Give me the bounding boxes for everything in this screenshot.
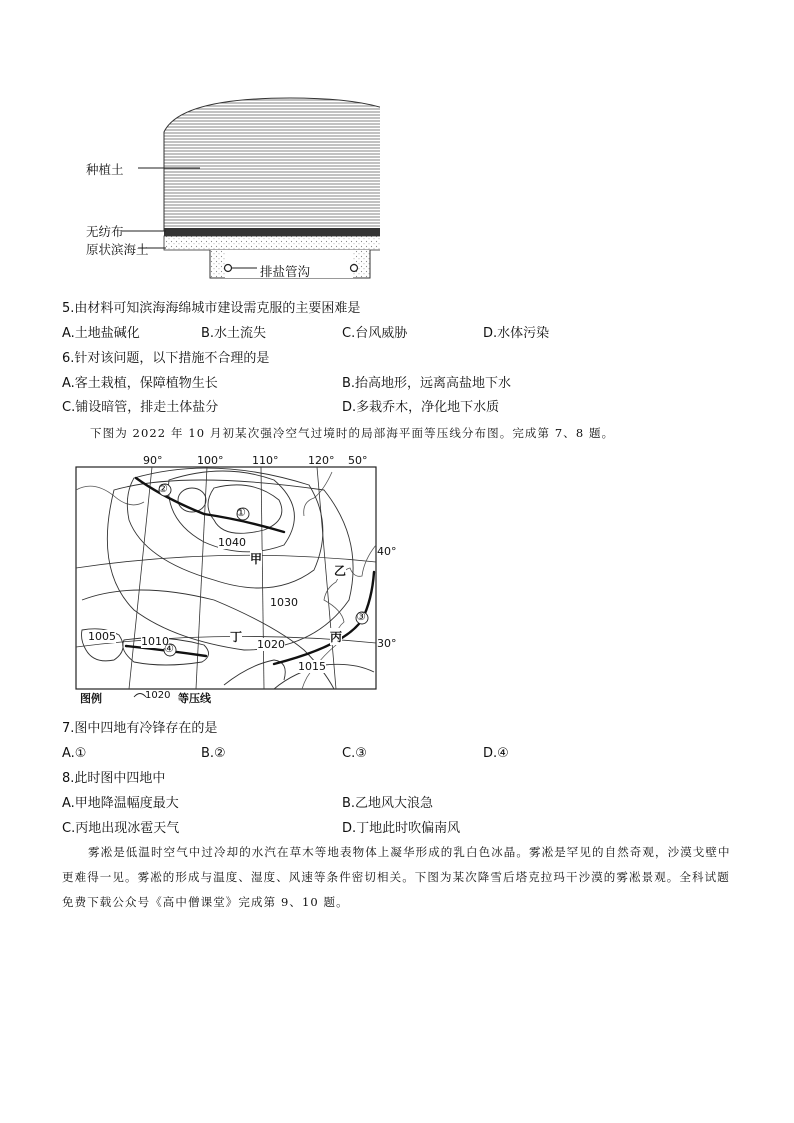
q6-option-b[interactable]: B.抬高地形，远离高盐地下水 [342, 376, 512, 391]
q7-option-c[interactable]: C.③ [342, 746, 367, 761]
legend-label: 等压线 [178, 692, 211, 705]
q6-option-a[interactable]: A.客土栽植，保障植物生长 [62, 376, 218, 391]
label-drain: 排盐管沟 [260, 264, 311, 279]
isobar-1010: 1010 [141, 635, 169, 648]
q8-option-a[interactable]: A.甲地降温幅度最大 [62, 796, 179, 811]
marker-3: ③ [356, 610, 366, 623]
marker-2: ② [158, 482, 168, 495]
isobar-map [74, 450, 384, 715]
geotextile-layer [164, 228, 380, 236]
isobar-1030: 1030 [270, 596, 298, 609]
q7-option-b[interactable]: B.② [201, 746, 226, 761]
label-native-soil: 原状滨海土 [86, 242, 149, 257]
place-ding: 丁 [230, 630, 243, 644]
legend-sample-value: 1020 [145, 690, 171, 701]
q7-option-a[interactable]: A.① [62, 746, 87, 761]
q5-option-b[interactable]: B.水土流失 [201, 326, 267, 341]
q6-option-d[interactable]: D.多栽乔木，净化地下水质 [342, 400, 500, 415]
lon-110: 110° [252, 454, 279, 467]
lon-100: 100° [197, 454, 224, 467]
label-geotextile: 无纺布 [86, 224, 124, 239]
place-bing: 丙 [330, 630, 343, 644]
map-frame [76, 467, 376, 689]
isobar-1020: 1020 [257, 638, 285, 651]
marker-1: ① [236, 506, 246, 519]
q6-stem: 6.针对该问题，以下措施不合理的是 [62, 351, 270, 366]
q7-option-d[interactable]: D.④ [483, 746, 509, 761]
intro-q7-q8: 下图为 2022 年 10 月初某次强冷空气过境时的局部海平面等压线分布图。完成第 7、8 题。 [90, 426, 615, 440]
lat-30: 30° [377, 637, 397, 650]
lat-40: 40° [377, 545, 397, 558]
place-yi: 乙 [334, 564, 347, 578]
drain-pipe-right [351, 265, 358, 272]
lat-50: 50° [348, 454, 368, 467]
q5-stem: 5.由材料可知滨海海绵城市建设需克服的主要困难是 [62, 301, 361, 316]
q8-option-d[interactable]: D.丁地此时吹偏南风 [342, 821, 461, 836]
isobar-1040: 1040 [218, 536, 246, 549]
marker-4: ④ [164, 642, 174, 655]
q6-option-c[interactable]: C.铺设暗管，排走土体盐分 [62, 400, 219, 415]
q5-option-a[interactable]: A.土地盐碱化 [62, 326, 140, 341]
drain-pipe-left [225, 265, 232, 272]
intro-q9-q10: 雾凇是低温时空气中过冷却的水汽在草木等地表物体上凝华形成的乳白色冰晶。雾凇是罕见的自然奇观，沙漠戈壁中更难得一见。雾凇的形成与温度、湿度、风速等条件密切相关。下图为某次降雪后塔克拉玛干沙漠的雾凇景观。全科试题免费下载公众号《高中僧课堂》完成第 9、10 题。 [62, 845, 731, 909]
q8-stem: 8.此时图中四地中 [62, 771, 166, 786]
q8-option-b[interactable]: B.乙地风大浪急 [342, 796, 434, 811]
isobar-1005: 1005 [88, 630, 116, 643]
label-planting-soil: 种植土 [86, 162, 124, 177]
isobar-1015: 1015 [298, 660, 326, 673]
q7-stem: 7.图中四地有冷锋存在的是 [62, 721, 218, 736]
q8-option-c[interactable]: C.丙地出现冰雹天气 [62, 821, 180, 836]
q5-option-c[interactable]: C.台风威胁 [342, 326, 408, 341]
planting-soil-layer [164, 98, 380, 230]
lon-120: 120° [308, 454, 335, 467]
legend-prefix: 图例 [80, 692, 102, 705]
lon-90: 90° [143, 454, 163, 467]
place-jia: 甲 [250, 552, 263, 566]
q5-option-d[interactable]: D.水体污染 [483, 326, 550, 341]
soil-profile-figure [60, 90, 380, 290]
native-soil-layer [164, 236, 380, 250]
